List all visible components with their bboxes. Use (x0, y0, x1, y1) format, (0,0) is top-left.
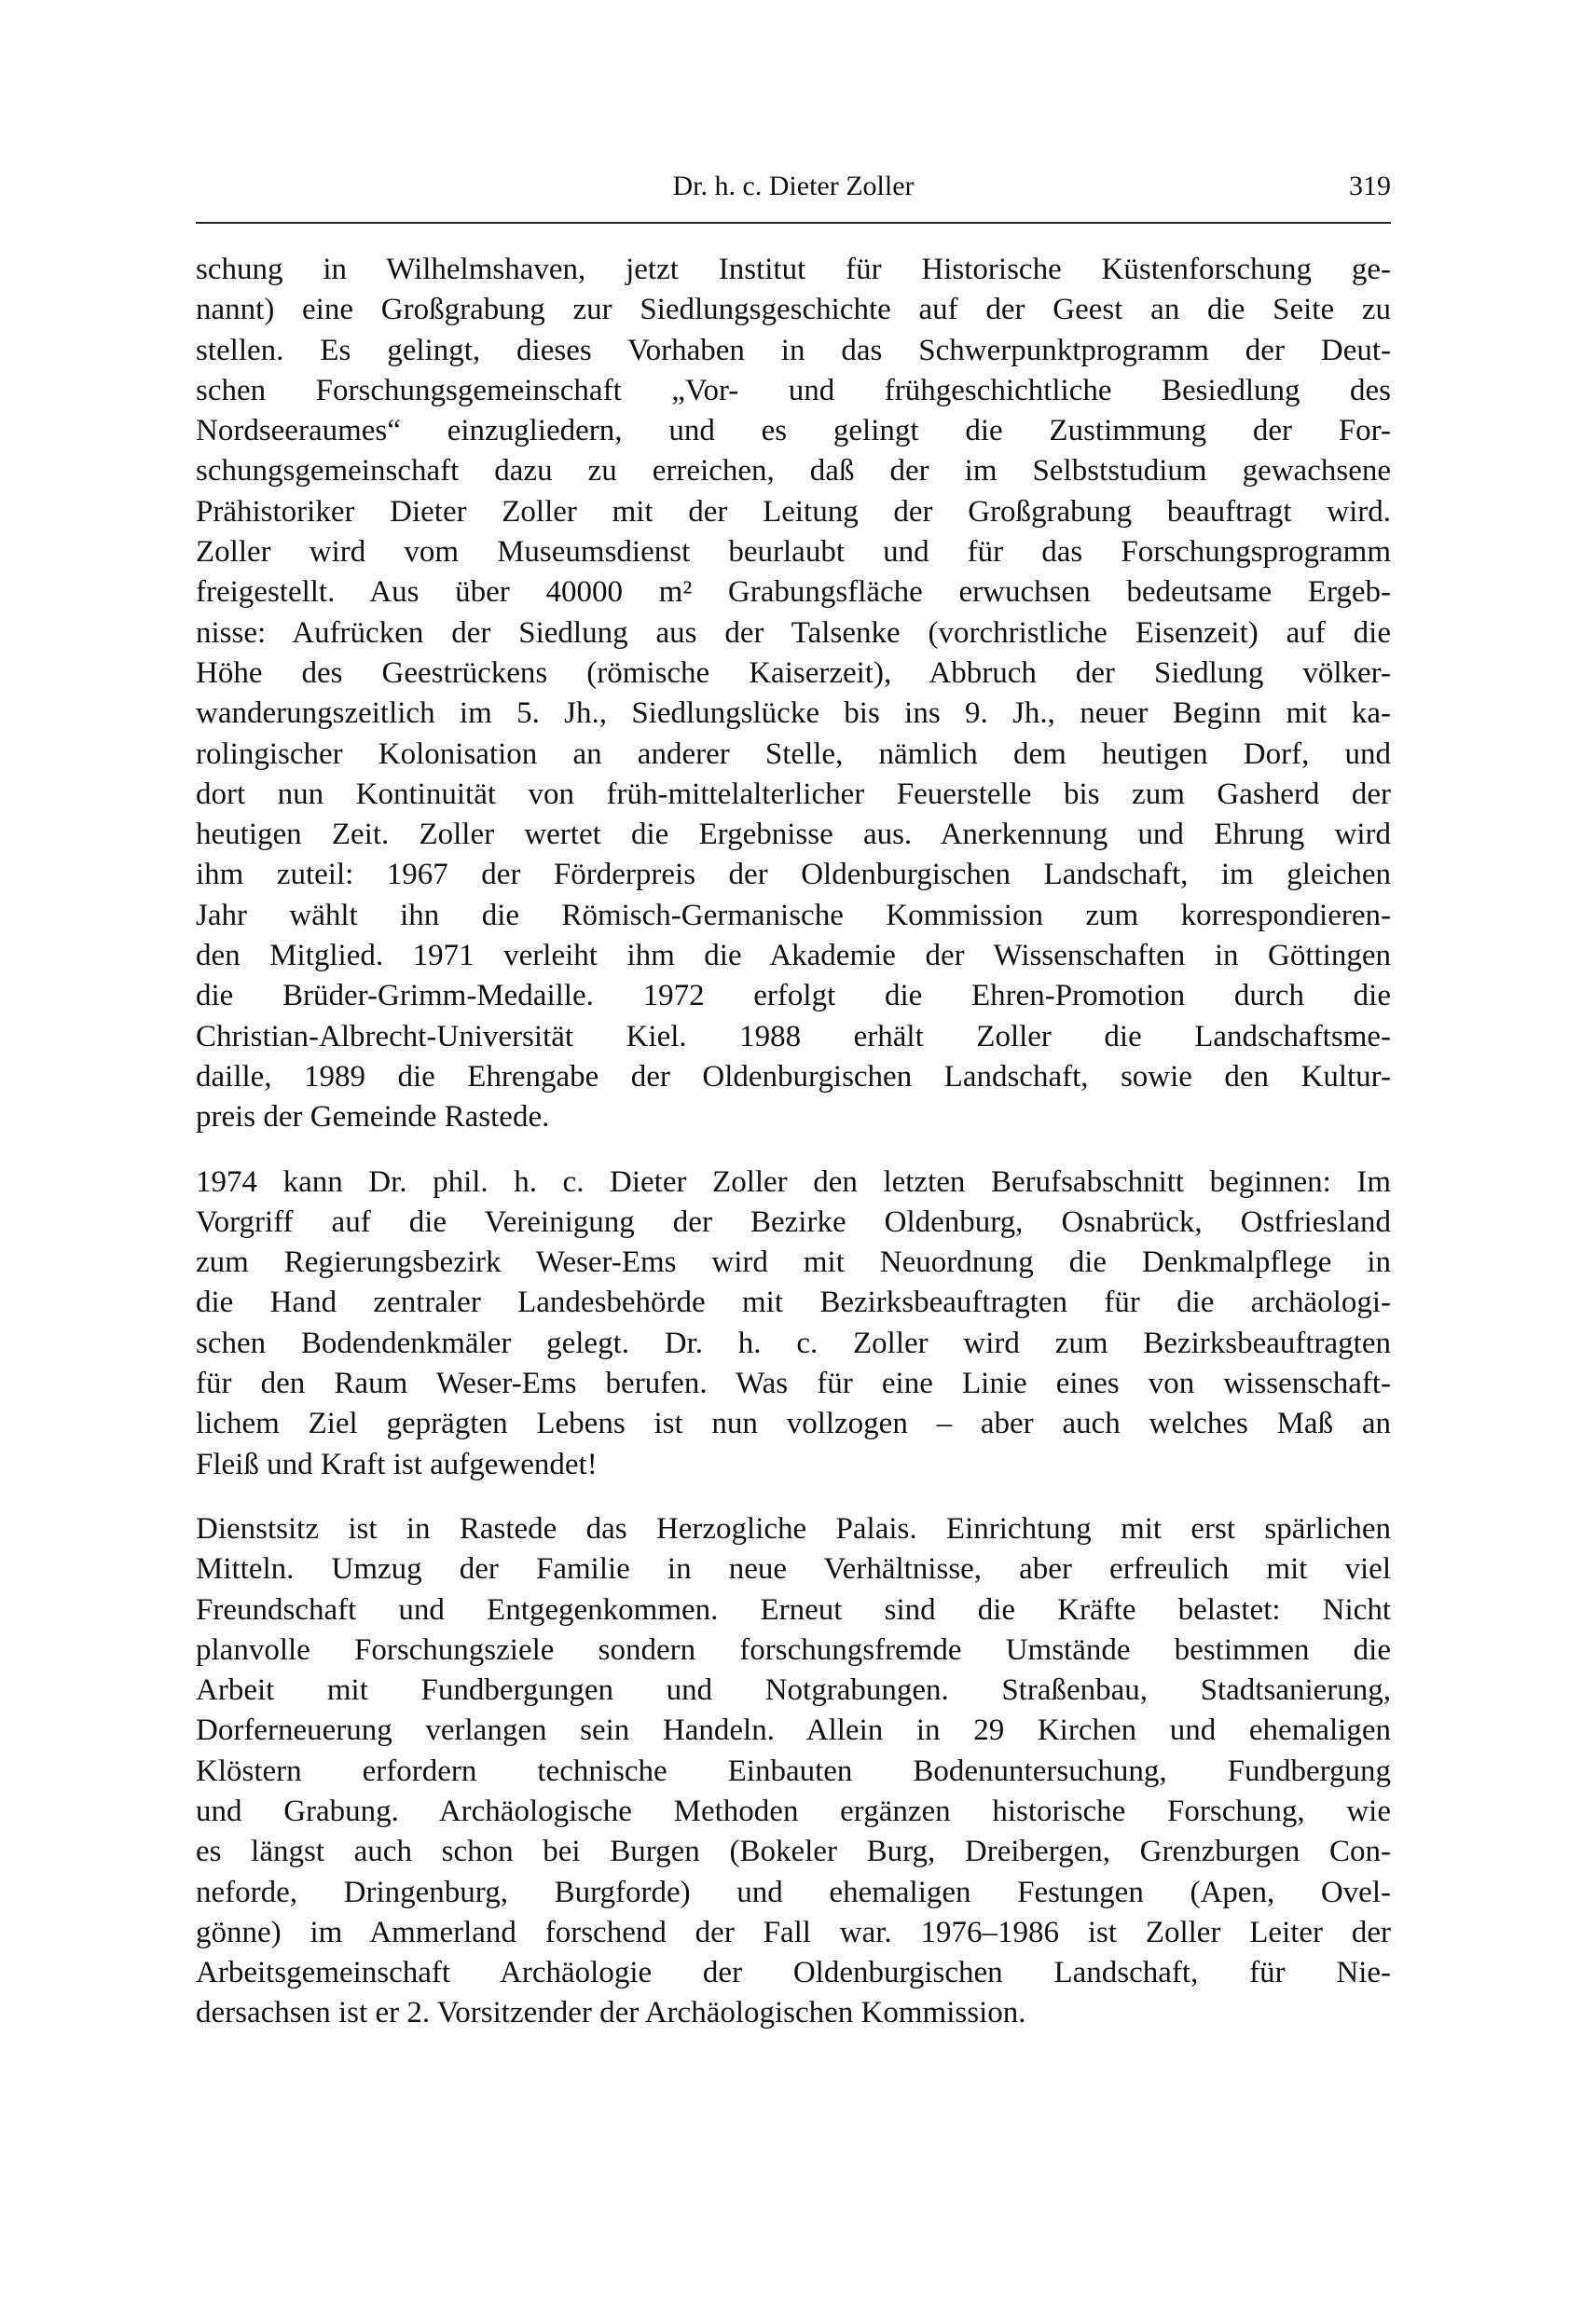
header-rule (196, 222, 1391, 224)
text-line: Vorgriff auf die Vereinigung der Bezirke Oldenburg, Osnabrück, Ostfriesland (196, 1204, 1391, 1239)
text-line: daille, 1989 die Ehrengabe der Oldenburgischen Landschaft, sowie den Kultur- (196, 1059, 1391, 1094)
text-line: für den Raum Weser-Ems berufen. Was für eine Linie eines von wissenschaft- (196, 1367, 1391, 1401)
text-line: freigestellt. Aus über 40000 m² Grabungsfläche erwuchsen bedeutsame Ergeb- (196, 575, 1391, 610)
paragraph-1 (196, 250, 1391, 1138)
text-line: Mitteln. Umzug der Familie in neue Verhältnisse, aber erfreulich mit viel (196, 1552, 1391, 1587)
text-line: Jahr wählt ihn die Römisch-Germanische Kommission zum korrespondieren- (196, 898, 1391, 932)
text-line: stellen. Es gelingt, dieses Vorhaben in das Schwerpunktprogramm der Deut- (196, 333, 1391, 367)
text-line: schungsgemeinschaft dazu zu erreichen, daß der im Selbststudium gewachsene (196, 454, 1391, 489)
text-line: neforde, Dringenburg, Burgforde) und ehemaligen Festungen (Apen, Ovel- (196, 1875, 1391, 1909)
text-line: gönne) im Ammerland forschend der Fall war. 1976–1986 ist Zoller Leiter der (196, 1915, 1391, 1949)
text-line: Prähistoriker Dieter Zoller mit der Leitung der Großgrabung beauftragt wird. (196, 494, 1391, 529)
document-body (196, 250, 1391, 2034)
text-line: 1974 kann Dr. phil. h. c. Dieter Zoller den letzten Berufsabschnitt beginnen: Im (196, 1164, 1391, 1199)
text-line: schen Bodendenkmäler gelegt. Dr. h. c. Zoller wird zum Bezirksbeauftragten (196, 1326, 1391, 1360)
text-line: dort nun Kontinuität von früh-mittelalterlicher Feuerstelle bis zum Gasherd der (196, 777, 1391, 811)
text-line: Nordseeraumes“ einzugliedern, und es gelingt die Zustimmung der For- (196, 414, 1391, 448)
text-line: und Grabung. Archäologische Methoden ergänzen historische Forschung, wie (196, 1794, 1391, 1828)
text-line: dersachsen ist er 2. Vorsitzender der Archäologischen Kommission. (196, 1996, 1026, 2030)
text-line: Christian-Albrecht-Universität Kiel. 1988 erhält Zoller die Landschaftsme- (196, 1019, 1391, 1053)
text-line: Arbeit mit Fundbergungen und Notgrabungen. Straßenbau, Stadtsanierung, (196, 1673, 1391, 1708)
text-line: ihm zuteil: 1967 der Förderpreis der Oldenburgischen Landschaft, im gleichen (196, 858, 1391, 892)
text-line: die Brüder-Grimm-Medaille. 1972 erfolgt die Ehren-Promotion durch die (196, 979, 1391, 1013)
text-line: lichem Ziel geprägten Lebens ist nun vollzogen – aber auch welches Maß an (196, 1407, 1391, 1441)
text-line: es längst auch schon bei Burgen (Bokeler Burg, Dreibergen, Grenzburgen Con- (196, 1835, 1391, 1869)
page-number: 319 (1349, 171, 1391, 201)
text-line: Zoller wird vom Museumsdienst beurlaubt und für das Forschungsprogramm (196, 535, 1391, 570)
text-line: preis der Gemeinde Rastede. (196, 1100, 550, 1135)
text-line: wanderungszeitlich im 5. Jh., Siedlungslücke bis ins 9. Jh., neuer Beginn mit ka- (196, 696, 1391, 731)
text-line: schen Forschungsgemeinschaft „Vor- und frühgeschichtliche Besiedlung des (196, 373, 1391, 407)
text-line: Dorferneuerung verlangen sein Handeln. Allein in 29 Kirchen und ehemaligen (196, 1713, 1391, 1748)
text-line: Dienstsitz ist in Rastede das Herzogliche Palais. Einrichtung mit erst spärlichen (196, 1511, 1391, 1546)
text-line: planvolle Forschungsziele sondern forschungsfremde Umstände bestimmen die (196, 1632, 1391, 1667)
text-line: heutigen Zeit. Zoller wertet die Ergebnisse aus. Anerkennung und Ehrung wird (196, 818, 1391, 852)
text-line: schung in Wilhelmshaven, jetzt Institut für Historische Küstenforschung ge- (196, 253, 1391, 286)
text-line: die Hand zentraler Landesbehörde mit Bezirksbeauftragten für die archäologi- (196, 1286, 1391, 1320)
text-line: rolingischer Kolonisation an anderer Stelle, nämlich dem heutigen Dorf, und (196, 736, 1391, 771)
text-line: Klöstern erfordern technische Einbauten Bodenuntersuchung, Fundbergung (196, 1754, 1391, 1788)
text-line: Arbeitsgemeinschaft Archäologie der Oldenburgischen Landschaft, für Nie- (196, 1956, 1391, 1990)
document-page (196, 168, 1391, 2058)
paragraph-2 (196, 1163, 1391, 1485)
paragraph-3 (196, 1509, 1391, 2034)
text-line: zum Regierungsbezirk Weser-Ems wird mit Neuordnung die Denkmalpflege in (196, 1245, 1391, 1280)
running-header (196, 168, 1391, 214)
text-line: Freundschaft und Entgegenkommen. Erneut sind die Kräfte belastet: Nicht (196, 1592, 1391, 1627)
text-line: nannt) eine Großgrabung zur Siedlungsgeschichte auf der Geest an die Seite zu (196, 293, 1391, 327)
text-line: den Mitglied. 1971 verleiht ihm die Akademie der Wissenschaften in Göttingen (196, 939, 1391, 973)
running-title: Dr. h. c. Dieter Zoller (672, 171, 915, 201)
text-line: Fleiß und Kraft ist aufgewendet! (196, 1447, 598, 1481)
text-line: Höhe des Geestrückens (römische Kaiserzeit), Abbruch der Siedlung völker- (196, 655, 1391, 690)
text-line: nisse: Aufrücken der Siedlung aus der Talsenke (vorchristliche Eisenzeit) auf die (196, 615, 1391, 650)
